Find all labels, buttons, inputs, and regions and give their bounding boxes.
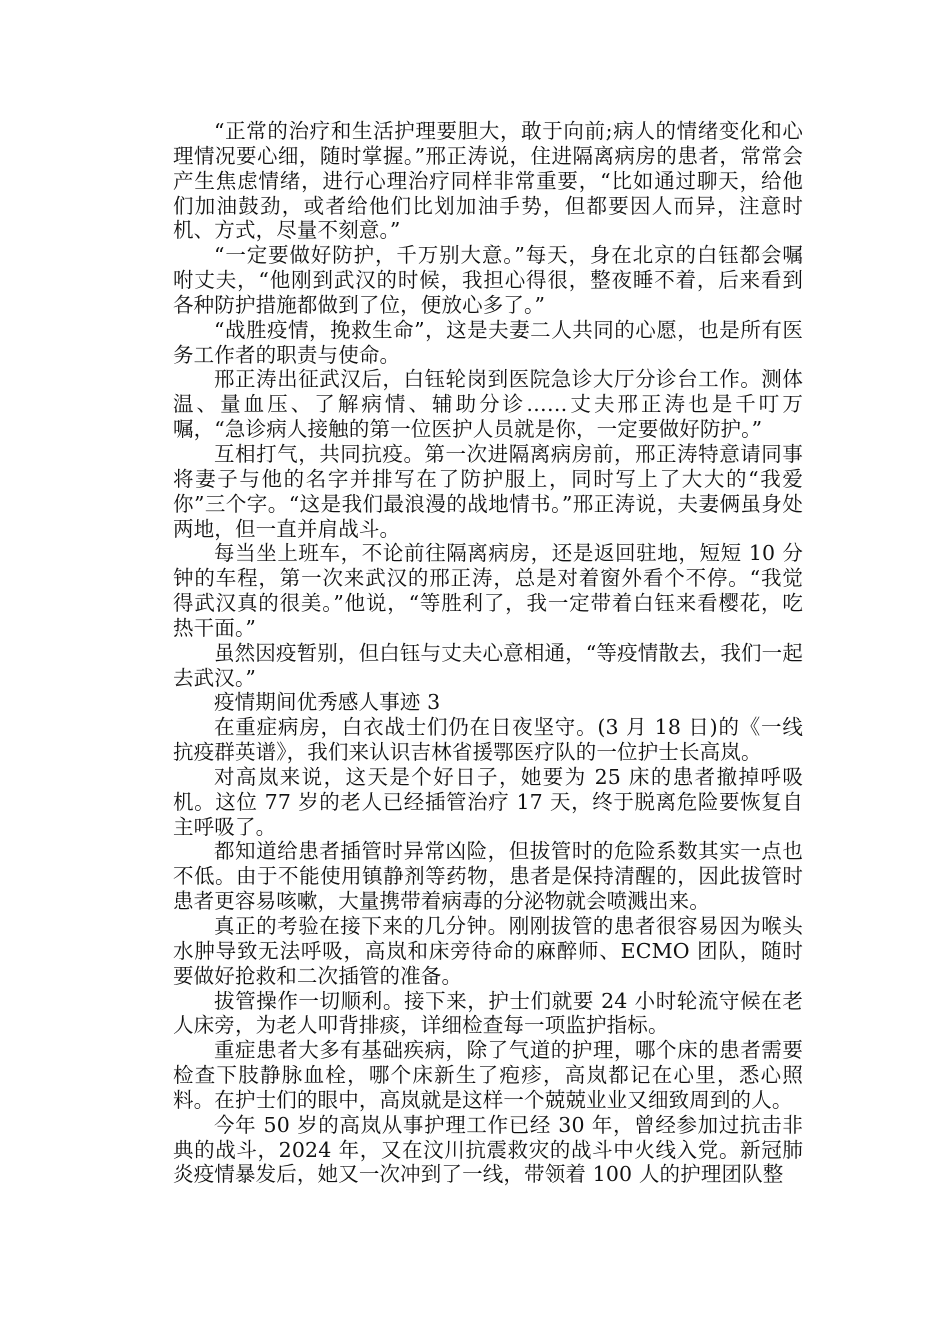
paragraph: 真正的考验在接下来的几分钟。刚刚拔管的患者很容易因为喉头水肿导致无法呼吸，高岚和床旁待命的麻醉师、ECMO 团队，随时要做好抢救和二次插管的准备。 <box>173 914 803 988</box>
paragraph: 虽然因疫暂别，但白钰与丈夫心意相通，“等疫情散去，我们一起去武汉。” <box>173 640 803 690</box>
paragraph: 每当坐上班车，不论前往隔离病房，还是返回驻地，短短 10 分钟的车程，第一次来武汉的邢正涛，总是对着窗外看个不停。“我觉得武汉真的很美。”他说，“等胜利了，我一定带着白钰来看樱花，吃热干面。” <box>173 541 803 640</box>
paragraph: 互相打气，共同抗疫。第一次进隔离病房前，邢正涛特意请同事将妻子与他的名字并排写在了防护服上，同时写上了大大的“我爱你”三个字。“这是我们最浪漫的战地情书。”邢正涛说，夫妻俩虽身处两地，但一直并肩战斗。 <box>173 441 803 541</box>
paragraph: 邢正涛出征武汉后，白钰轮岗到医院急诊大厅分诊台工作。测体温、量血压、了解病情、辅助分诊……丈夫邢正涛也是千叮万嘱，“急诊病人接触的第一位医护人员就是你，一定要做好防护。” <box>173 367 803 442</box>
paragraph: “战胜疫情，挽救生命”，这是夫妻二人共同的心愿，也是所有医务工作者的职责与使命。 <box>173 317 803 367</box>
paragraph: 重症患者大多有基础疾病，除了气道的护理，哪个床的患者需要检查下肢静脉血栓，哪个床新生了疱疹，高岚都记在心里，悉心照料。在护士们的眼中，高岚就是这样一个兢兢业业又细致周到的人。 <box>173 1038 803 1112</box>
paragraph: 对高岚来说，这天是个好日子，她要为 25 床的患者撤掉呼吸机。这位 77 岁的老人已经插管治疗 17 天，终于脱离危险要恢复自主呼吸了。 <box>173 764 803 839</box>
paragraph: 拔管操作一切顺利。接下来，护士们就要 24 小时轮流守候在老人床旁，为老人叩背排痰，详细检查每一项监护指标。 <box>173 988 803 1038</box>
paragraph: “正常的治疗和生活护理要胆大，敢于向前;病人的情绪变化和心理情况要心细，随时掌握。”邢正涛说，住进隔离病房的患者，常常会产生焦虑情绪，进行心理治疗同样非常重要，“比如通过聊天，给他们加油鼓劲，或者给他们比划加油手势，但都要因人而异，注意时机、方式，尽量不刻意。” <box>173 119 803 243</box>
paragraph: 在重症病房，白衣战士们仍在日夜坚守。(3 月 18 日)的《一线抗疫群英谱》，我们来认识吉林省援鄂医疗队的一位护士长高岚。 <box>173 715 803 765</box>
paragraph: 都知道给患者插管时异常凶险，但拔管时的危险系数其实一点也不低。由于不能使用镇静剂等药物，患者是保持清醒的，因此拔管时患者更容易咳嗽，大量携带着病毒的分泌物就会喷溅出来。 <box>173 839 803 914</box>
section-heading: 疫情期间优秀感人事迹 3 <box>214 690 441 715</box>
paragraph: “一定要做好防护，千万别大意。”每天，身在北京的白钰都会嘱咐丈夫，“他刚到武汉的时候，我担心得很，整夜睡不着，后来看到各种防护措施都做到了位，便放心多了。” <box>173 243 803 317</box>
paragraph: 今年 50 岁的高岚从事护理工作已经 30 年，曾经参加过抗击非典的战斗，2024 年，又在汶川抗震救灾的战斗中火线入党。新冠肺炎疫情暴发后，她又一次冲到了一线，带领着 100 人的护理团队整 <box>173 1112 803 1187</box>
document-body <box>173 119 803 1187</box>
